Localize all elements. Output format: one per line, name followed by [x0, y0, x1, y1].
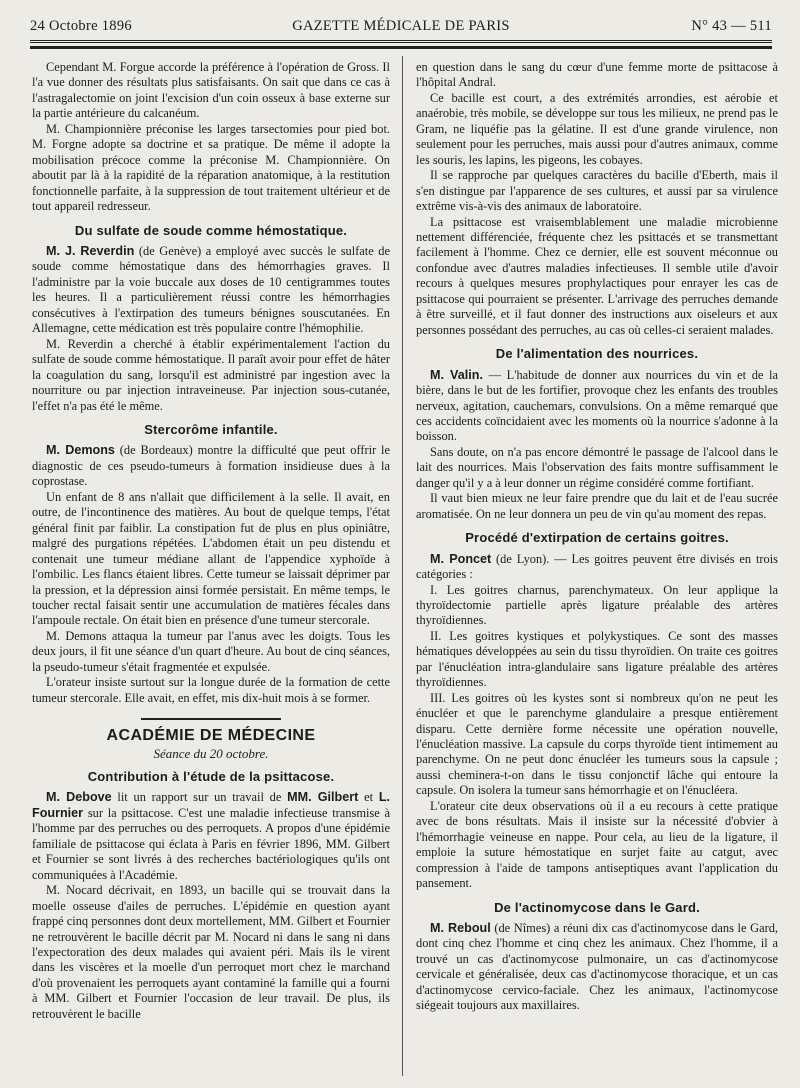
paragraph: L'orateur cite deux observations où il a eu recours à cette pratique avec de bons résultats. Mais il insiste sur la nécessité d'obvier à l'hémorrhagie veineuse en nappe. Pour cela, au lieu de la ligature, il emploie la suture hémostatique en surjet faite au catgut, avec compression à l'aide de tampons antiseptiques avant l'application du pansement. — [416, 798, 778, 891]
paragraph: La psittacose est vraisemblablement une maladie microbienne nettement différenciée, fréquente chez les psittacés et se transmettant facilement à l'homme. Chez ce dernier, elle est souvent méconnue ou confondue avec d'autres maladies infectieuses. Il semble utile d'avoir recours à quelques mesures prophylactiques pour enrayer les cas de psittacose qui pourraient se présenter. L'arrivage des perruches demande à être surveillé, et il faut donner des instructions aux oiseleurs et aux personnes possédant des perruches, au cas où celles-ci seraient malades. — [416, 214, 778, 337]
section-divider — [141, 718, 281, 720]
paragraph: M. Reboul (de Nîmes) a réuni dix cas d'actinomycose dans le Gard, dont cinq chez l'homme et cinq chez les animaux. Chez l'homme, il a trouvé un cas d'actinomycose pulmonaire, un cas d'actinomycose cervicale et généralisée, deux cas d'actinomycose thoracique, et un cas d'actinomycose cervico-faciale. Chez les animaux, l'actinomycose siégeait toujours aux maxillaires. — [416, 921, 778, 1013]
paragraph: en question dans le sang du cœur d'une femme morte de psittacose à l'hôpital Andral. — [416, 60, 778, 90]
paragraph: Cependant M. Forgue accorde la préférence à l'opération de Gross. Il l'a vue donner des résultats plus satisfaisants. On sait que dans ce cas à l'astragalectomie on joint l'excision d'un coin osseux à base externe sur la partie antérieure du calcanéum. — [32, 60, 390, 121]
page-number: N° 43 — 511 — [691, 18, 772, 34]
paragraph: M. Demons attaqua la tumeur par l'anus avec les doigts. Tous les deux jours, il fit une séance d'un quart d'heure. Au bout de cinq séances, la pseudo-tumeur s'était fragmentée et expulsée. — [32, 628, 390, 674]
paragraph: I. Les goitres charnus, parenchymateux. On leur applique la thyroïdectomie partielle après ligature préalable des artères thyroïdiennes. — [416, 582, 778, 628]
author-name: L. Fournier — [32, 790, 391, 820]
column-divider — [402, 56, 403, 1076]
left-column — [32, 60, 390, 1022]
paragraph: L'orateur insiste surtout sur la longue durée de la formation de cette tumeur stercorale. Elle avait, en effet, mis dix-huit mois à se former. — [32, 675, 390, 705]
right-column — [416, 60, 778, 1014]
session-date: Séance du 20 octobre. — [153, 745, 269, 761]
paragraph: M. Poncet (de Lyon). — Les goitres peuvent être divisés en trois catégories : — [416, 551, 778, 582]
section-heading: Du sulfate de soude comme hémostatique. — [74, 222, 348, 238]
paragraph: II. Les goitres kystiques et polykystiques. Ce sont des masses hématiques développées au sein du tissu thyroïdien. On traite ces goitres par l'énucléation intra-glandulaire sans ligature préalable des artères thyroïdiennes. — [416, 628, 778, 690]
author-name: M. Poncet — [430, 551, 492, 566]
paragraph: M. Demons (de Bordeaux) montre la difficulté que peut offrir le diagnostic de ces pseudo-tumeurs à formation insidieuse dues à la coprostase. — [32, 443, 390, 489]
paragraph: M. Reverdin a cherché à établir expérimentalement l'action du sulfate de soude comme hémostatique. Il paraît avoir pour effet de hâter la coagulation du sang, lorsqu'il est administré par ingestion avec la nourriture ou par injection intraveineuse. Par injection sous-cutanée, l'effet n'a pas été le même. — [32, 336, 390, 413]
paragraph: III. Les goitres où les kystes sont si nombreux qu'on ne peut les énucléer et que le parenchyme glandulaire a presque entièrement disparu. Cette dernière forme nécessite une opération nouvelle, l'énucléation massive. La capsule du corps thyroïde tient intimement au parenchyme. On ne peut donc énucléer les tumeurs sous la capsule ; aussi cheminera-t-on dans le tissu conjonctif lâche qui entoure la capsule. On isolera la tumeur sans hémorrhagie et on l'énucléera. — [416, 690, 778, 798]
author-name: MM. Gilbert — [287, 790, 359, 805]
journal-title: GAZETTE MÉDICALE DE PARIS — [292, 18, 510, 34]
paragraph: M. Valin. — L'habitude de donner aux nourrices du vin et de la bière, dans le but de les fortifier, provoque chez les enfants des troubles nerveux, agitation, cauchemars, convulsions. On a même remarqué que ces accidents coïncidaient avec les moments où la nourrice s'adonne à la boisson. — [416, 367, 778, 444]
section-heading: De l'actinomycose dans le Gard. — [494, 899, 700, 915]
page-header — [30, 14, 772, 40]
paragraph: M. J. Reverdin (de Genève) a employé avec succès le sulfate de soude comme hémostatique dans des hémorrhagies graves. Il l'administre par la voie buccale aux doses de 10 centigrammes toutes les heures. Il a particulièrement réussi contre les hémorrhagies consécutives à l'extirpation des tumeurs bénignes souscutanées. En Allemagne, cette médication est très populaire contre l'hémophilie. — [32, 243, 390, 336]
section-heading: De l'alimentation des nourrices. — [495, 346, 699, 362]
section-heading: Contribution à l'étude de la psittacose. — [87, 769, 335, 785]
author-name: M. J. Reverdin — [46, 243, 135, 258]
header-rule-thick — [30, 46, 772, 49]
paragraph: Ce bacille est court, a des extrémités arrondies, est aérobie et anaérobie, très mobile, se développe sur tous les milieux, ne prend pas le Gram, ne liquéfie pas la gélatine. Il est d'une grande virulence, non seulement pour les perruches, mais aussi pour d'autres animaux, comme les souris, les lapins, les pigeons, les cobayes. — [416, 90, 778, 167]
paragraph: M. Championnière préconise les larges tarsectomies pour pied bot. M. Forgne adopte sa doctrine et sa pratique. De même il adopte la mobilisation précoce comme la préconise M. Championnière. On aboutit par là à la rapidité de la réparation anatomique, à la restitution fonctionnelle parfaite, à la suppression de tout traitement ultérieur et de tout appareil redresseur. — [32, 121, 390, 214]
section-heading: Procédé d'extirpation de certains goitres. — [465, 530, 729, 546]
section-heading: Stercorôme infantile. — [144, 421, 278, 437]
paragraph: Il vaut bien mieux ne leur faire prendre que du lait et de l'eau sucrée aromatisée. On ne leur donnera un peu de vin qu'au moment des repas. — [416, 491, 778, 521]
author-name: M. Valin. — [430, 367, 483, 382]
author-name: M. Demons — [46, 443, 115, 458]
paragraph: M. Nocard décrivait, en 1893, un bacille qui se trouvait dans la moelle osseuse d'ailes de perruches. L'épidémie en question ayant frappé cinq personnes dont deux mortellement, MM. Gilbert et Fournier ne retrouvèrent le bacille décrit par M. Nocard ni dans le sang ni dans l'expectoration des deux malades qui avaient péri. Mais ils le virent dans les viscères et la moelle d'un perroquet mort chez le marchand d'où provenaient les perroquets ayant contaminé la famille qui a fourni à MM. Gilbert et Fournier l'occasion de leur travail. De plus, ils retrouvèrent le bacille — [32, 883, 390, 1021]
paragraph: M. Debove lit un rapport sur un travail de MM. Gilbert et L. Fournier sur la psittacose. C'est une maladie infectieuse transmise à l'homme par des perruches ou des perroquets. A propos d'une épidémie familiale de psittacose qui éclata à Paris en février 1896, MM. Gilbert et Fournier se sont livrés à des recherches bactériologiques qu'ils ont communiquées à l'Académie. — [32, 790, 391, 882]
author-name: M. Reboul — [430, 921, 491, 936]
paragraph: Sans doute, on n'a pas encore démontré le passage de l'alcool dans le lait des nourrices. Mais l'observation des faits montre suffisamment le danger qu'il y a à leur donner un régime considéré comme fortifiant. — [416, 444, 778, 490]
paragraph: Un enfant de 8 ans n'allait que difficilement à la selle. Il avait, en outre, de l'incontinence des matières. Au bout de quelque temps, l'état général finit par faiblir. La constipation fut de plus en plus opiniâtre, malgré des purgations répétées. L'abdomen était un peu distendu et contenait une tumeur médiane allant de l'appendice xyphoïde à l'ombilic. Les flancs étaient libres. Cette tumeur se laissait déprimer par la pression, et la dépression ainsi formée persistait. En même temps, le toucher rectal faisait sentir une accumulation de matières fécales dans l'ampoule rectale. On était bien en présence d'une tumeur stercorale. — [32, 489, 390, 628]
issue-date: 24 Octobre 1896 — [30, 18, 132, 34]
academy-title: ACADÉMIE DE MÉDECINE — [106, 727, 316, 745]
author-name: M. Debove — [46, 790, 112, 805]
paragraph: Il se rapproche par quelques caractères du bacille d'Eberth, mais il s'en distingue par l'apparence de ses cultures, et aussi par sa virulence extrême vis-à-vis des animaux de laboratoire. — [416, 168, 778, 214]
